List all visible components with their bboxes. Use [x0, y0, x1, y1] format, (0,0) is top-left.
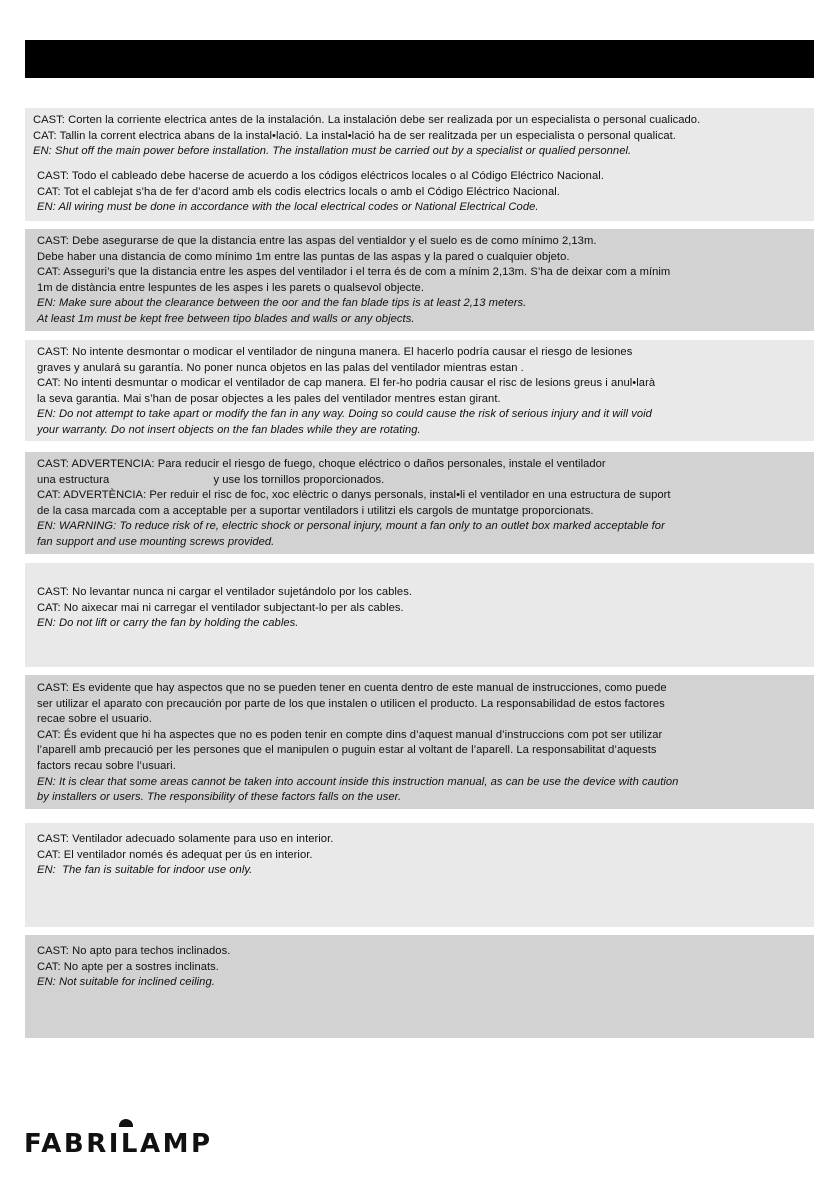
warning-line: fan support and use mounting screws provided. [37, 535, 275, 548]
warning-line: CAST: Debe asegurarse de que la distancia entre las aspas del ventialdor y el suelo es de como mínimo 2,13m. [37, 235, 597, 247]
warning-line: CAT: És evident que hi ha aspectes que no es poden tenir en compte dins d’aquest manual d’instruccions com pot ser utilizar [37, 728, 663, 741]
warning-line: CAT: No intenti desmuntar o modicar el ventilador de cap manera. El fer-ho podria causar el risc de lesions greus i anul•larà [37, 377, 656, 390]
warning-line: Debe haber una distancia de como mínimo 1m entre las puntas de las aspas y la pared o cualquier objeto. [37, 250, 570, 263]
warning-line: CAT: No apte per a sostres inclinats. [37, 960, 219, 973]
warning-cables-block [25, 563, 814, 667]
warning-line: EN: The fan is suitable for indoor use only. [37, 864, 253, 877]
warning-line: CAT: ADVERTÈNCIA: Per reduir el risc de foc, xoc elèctric o danys personals, instal•li el ventilador en una estructura de suport [37, 489, 671, 502]
warning-line: l’aparell amb precaució per les persones que el manipulen o puguin estar al voltant de l’aparell. La responsabilitat d’aquests [37, 744, 657, 757]
warning-clearance-block [25, 229, 814, 331]
warning-line: EN: It is clear that some areas cannot be taken into account inside this instruction manual, as can be use the device with caution [37, 775, 679, 788]
warning-line: CAST: No levantar nunca ni cargar el ventilador sujetándolo por los cables. [37, 586, 413, 598]
warning-line: CAST: No apto para techos inclinados. [37, 945, 231, 957]
warning-line: CAST: No intente desmontar o modicar el ventilador de ninguna manera. El hacerlo podría causar el riesgo de lesiones [37, 346, 633, 358]
warning-line: CAT: No aixecar mai ni carregar el ventilador subjectant-lo per als cables. [37, 601, 404, 614]
warning-line: EN: Do not attempt to take apart or modify the fan in any way. Doing so could cause the risk of serious injury and it will void [37, 408, 652, 421]
logo-lamp-icon [119, 1119, 133, 1127]
warning-line: CAST: Todo el cableado debe hacerse de acuerdo a los códigos eléctricos locales o al Código Eléctrico Nacional. [37, 170, 604, 182]
warning-line: EN: WARNING: To reduce risk of re, electric shock or personal injury, mount a fan only to an outlet box marked acceptable for [37, 520, 665, 533]
warning-modify-block [25, 340, 814, 441]
warning-line: una estructura y use los tornillos proporcionados. [37, 473, 385, 486]
warning-line: EN: Not suitable for inclined ceiling. [37, 976, 215, 989]
warning-line: de la casa marcada com a acceptable per a suportar ventiladors i utilitzi els cargols de muntatge proporcionats. [37, 504, 594, 517]
warning-line: EN: Do not lift or carry the fan by holding the cables. [37, 617, 299, 630]
warning-line: CAST: ADVERTENCIA: Para reducir el riesgo de fuego, choque eléctrico o daños personales, instale el ventilador [37, 458, 606, 470]
warning-line: EN: Shut off the main power before installation. The installation must be carried out by a specialist or qualied personnel. [33, 145, 632, 158]
warning-line: CAST: Ventilador adecuado solamente para uso en interior. [37, 833, 334, 845]
warning-line: CAST: Corten la corriente electrica antes de la instalación. La instalación debe ser realizada por un especialista o personal cualicado. [33, 114, 701, 126]
warning-line: by installers or users. The responsibility of these factors falls on the user. [37, 791, 402, 804]
warning-responsibility-block [25, 675, 814, 809]
warning-mounting-block [25, 452, 814, 554]
warning-line: 1m de distància entre lespuntes de les aspes i les parets o qualsevol objecte. [37, 281, 424, 294]
warning-line: CAT: Asseguri’s que la distancia entre les aspes del ventilador i el terra és de com a mínim 2,13m. S’ha de deixar com a mínim [37, 266, 671, 279]
warning-line: la seva garantia. Mai s’han de posar objectes a les pales del ventilador mentres estan girant. [37, 392, 501, 405]
warning-line: CAT: El ventilador només és adequat per ús en interior. [37, 848, 313, 861]
warning-line: recae sobre el usuario. [37, 713, 152, 726]
warning-line: your warranty. Do not insert objects on the fan blades while they are rotating. [37, 423, 421, 436]
warning-ceiling-block [25, 935, 814, 1038]
warning-line: graves y anulará su garantía. No poner nunca objetos en las palas del ventilador mientras estan . [37, 361, 524, 374]
warning-indoor-block [25, 823, 814, 927]
warning-power-block [25, 108, 814, 164]
warning-line: CAST: Es evidente que hay aspectos que no se pueden tener en cuenta dentro de este manual de instrucciones, como puede [37, 682, 667, 694]
warning-line: CAT: Tallin la corrent electrica abans de la instal•lació. La instal•lació ha de ser realitzada per un especialista o personal qualicat. [33, 129, 676, 142]
warning-line: At least 1m must be kept free between tipo blades and walls or any objects. [37, 312, 415, 325]
warning-line: ser utilizar el aparato con precaución por parte de los que instalen o utilicen el producto. La responsabilidad de estos factores [37, 697, 665, 710]
header-bar [25, 40, 814, 78]
warning-line: EN: Make sure about the clearance between the oor and the fan blade tips is at least 2,13 meters. [37, 297, 527, 310]
brand-logo: FABRILAMP [24, 1129, 213, 1159]
warning-line: CAT: Tot el cablejat s’ha de fer d’acord amb els codis electrics locals o amb el Código Eléctrico Nacional. [37, 185, 560, 198]
warning-wiring-block [25, 164, 814, 221]
warning-line: EN: All wiring must be done in accordance with the local electrical codes or National Electrical Code. [37, 201, 539, 214]
warning-line: factors recau sobre l’usuari. [37, 759, 176, 772]
